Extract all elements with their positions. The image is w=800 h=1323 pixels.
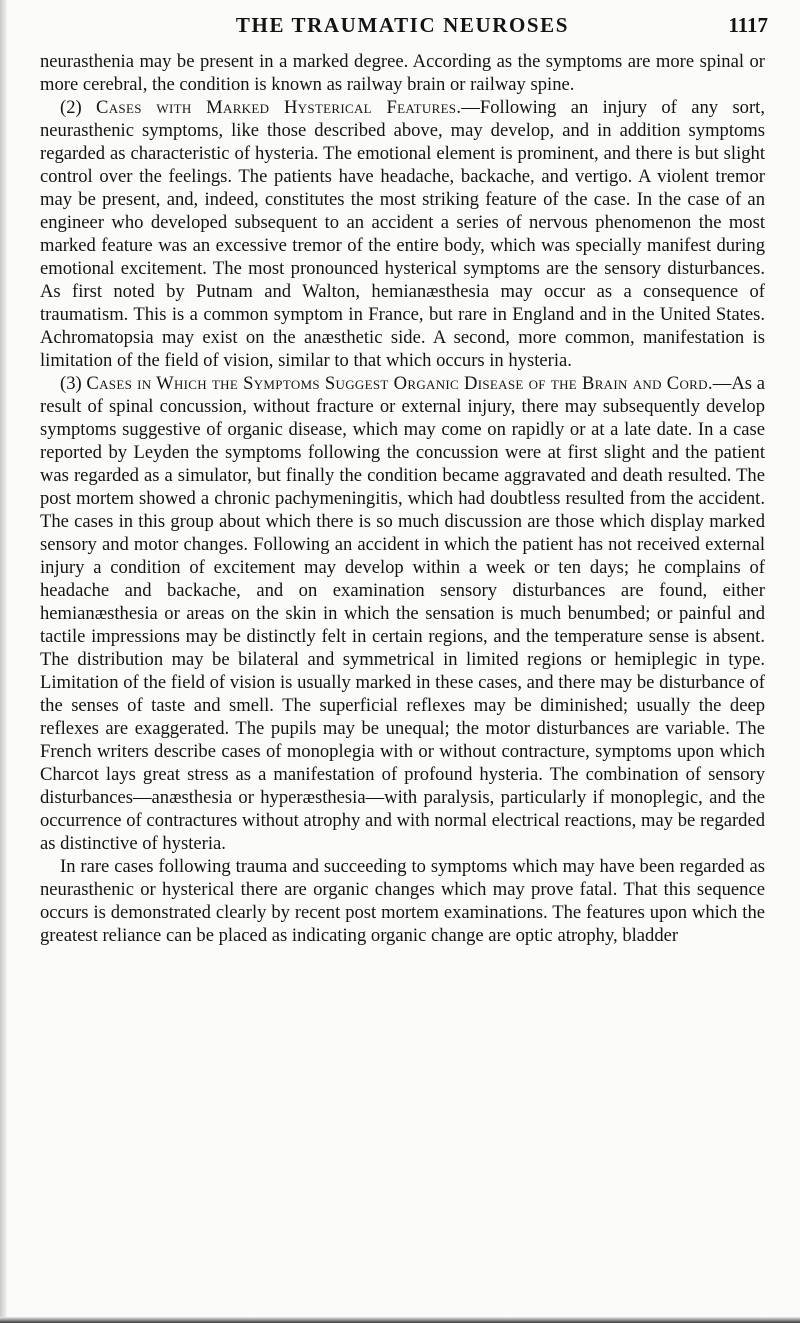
binding-shadow <box>0 0 7 1323</box>
section-3-number: (3) <box>60 373 82 394</box>
paragraph-3 <box>40 372 765 855</box>
page-bottom-edge <box>0 1317 800 1323</box>
page-number: 1117 <box>728 13 768 37</box>
paragraph-1 <box>40 50 765 96</box>
paragraph-4 <box>40 855 765 947</box>
section-3-body: —As a result of spinal concussion, without fracture or external injury, there may subsequently develop symptoms suggestive of organic disease, which may come on rapidly or at a late date. In a case reported by Leyden the symptoms following the concussion were at first slight and the patient was regarded as a simulator, but finally the condition became aggravated and death resulted. The post mortem showed a chronic pachymeningitis, which had doubtless resulted from the accident. The cases in this group about which there is so much discussion are those which display marked sensory and motor changes. Following an accident in which the patient has not received external injury a condition of excitement may develop within a week or ten days; he complains of headache and backache, and on examination sensory disturbances are found, either hemianæsthesia or areas on the skin in which the sensation is much benumbed; or painful and tactile impressions may be distinctly felt in certain regions, and the temperature sense is absent. The distribution may be bilateral and symmetrical in limited regions or hemiplegic in type. Limitation of the field of vision is usually marked in these cases, and there may be disturbance of the senses of taste and smell. The superficial reflexes may be diminished; usually the deep reflexes are exaggerated. The pupils may be unequal; the motor disturbances are variable. The French writers describe cases of monoplegia with or without contracture, symptoms upon which Charcot lays great stress as a manifestation of profound hysteria. The combination of sensory disturbances—anæsthesia or hyperæsthesia—with paralysis, particularly if monoplegic, and the occurrence of contractures without atrophy and with normal electrical reactions, may be regarded as distinctive of hysteria. <box>40 373 765 854</box>
page-header <box>40 10 768 40</box>
paragraph-2 <box>40 96 765 372</box>
body-text <box>40 50 765 947</box>
section-2-body: —Following an injury of any sort, neurasthenic symptoms, like those described above, may develop, and in addition symptoms regarded as characteristic of hysteria. The emotional element is prominent, and there is but slight control over the feelings. The patients have headache, backache, and vertigo. A violent tremor may be present, and, indeed, constitutes the most striking feature of the case. In the case of an engineer who developed subsequent to an accident a series of nervous phenomenon the most marked feature was an excessive tremor of the entire body, which was specially manifest during emotional excitement. The most pronounced hysterical symptoms are the sensory disturbances. As first noted by Putnam and Walton, hemianæsthesia may occur as a consequence of traumatism. This is a common symptom in France, but rare in England and in the United States. Achromatopsia may exist on the anæsthetic side. A second, more common, manifestation is limitation of the field of vision, similar to that which occurs in hysteria. <box>40 97 765 371</box>
paragraph-4-text: In rare cases following trauma and succeeding to symptoms which may have been regarded as neurasthenic or hysterical there are organic changes which may prove fatal. That this sequence occurs is demonstrated clearly by recent post mortem examinations. The features upon which the greatest reliance can be placed as indicating organic change are optic atrophy, bladder <box>40 856 765 946</box>
running-head: THE TRAUMATIC NEUROSES <box>235 13 570 37</box>
section-2-number: (2) <box>60 97 82 118</box>
section-2-heading: Cases with Marked Hysterical Features. <box>96 97 462 118</box>
paragraph-1-text: neurasthenia may be present in a marked degree. According as the symptoms are more spinal or more cerebral, the condition is known as railway brain or railway spine. <box>40 51 765 95</box>
section-3-heading: Cases in Which the Symptoms Suggest Organic Disease of the Brain and Cord. <box>86 373 713 394</box>
